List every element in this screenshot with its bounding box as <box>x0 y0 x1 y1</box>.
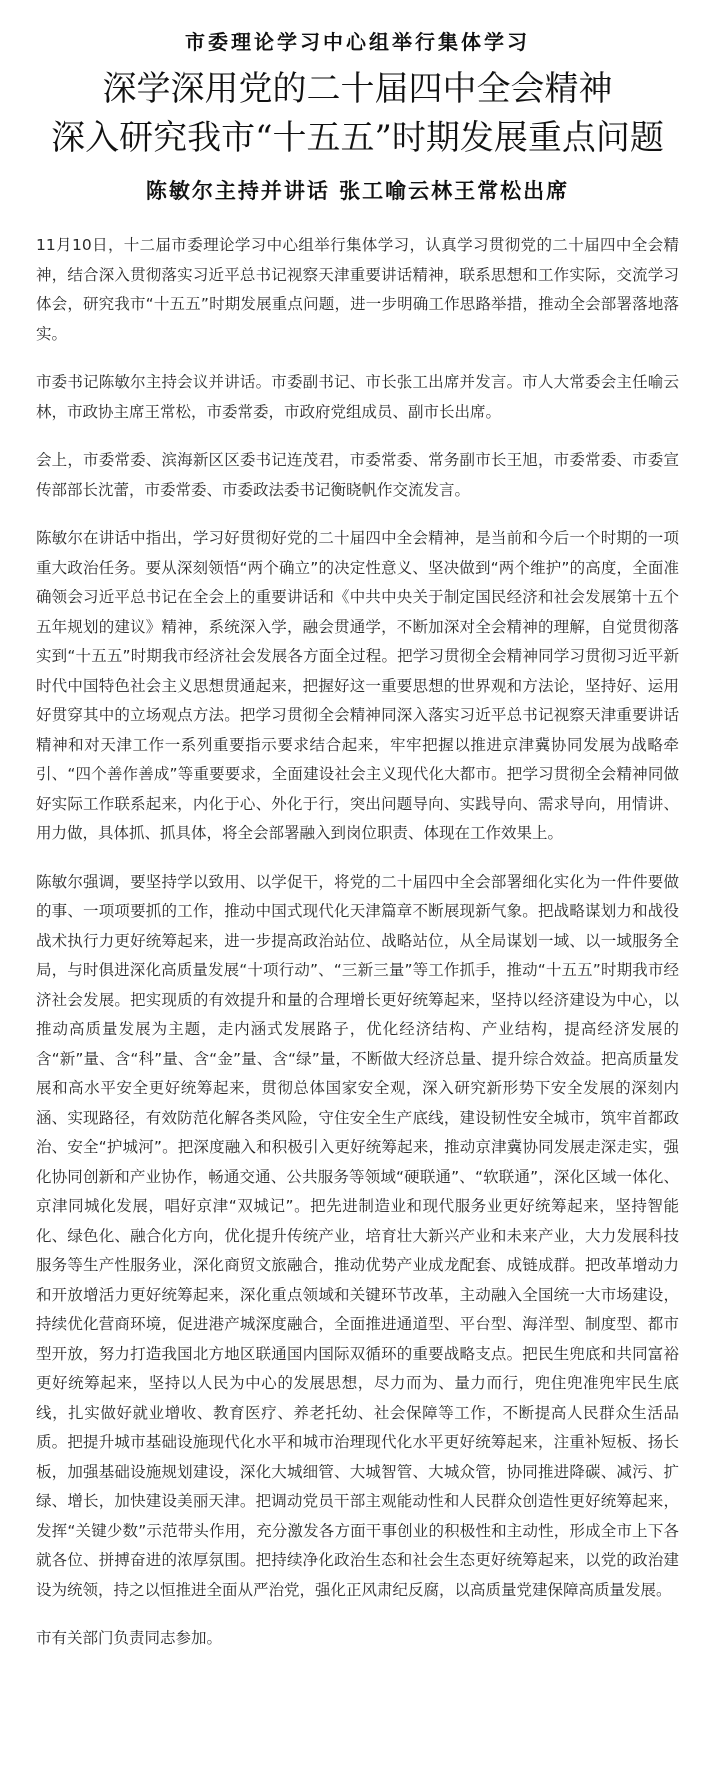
paragraph-1: 11月10日，十二届市委理论学习中心组举行集体学习，认真学习贯彻党的二十届四中全会精神，结合深入贯彻落实习近平总书记视察天津重要讲话精神，联系思想和工作实际，交流学习体会，研究我市“十五五”时期发展重点问题，进一步明确工作思路举措，推动全会部署落地落实。 <box>36 236 679 343</box>
article-kicker: 市委理论学习中心组举行集体学习 <box>185 30 530 54</box>
article-headline <box>36 65 679 163</box>
paragraph-4: 陈敏尔在讲话中指出，学习好贯彻好党的二十届四中全会精神，是当前和今后一个时期的一项重大政治任务。要从深刻领悟“两个确立”的决定性意义、坚决做到“两个维护”的高度，全面准确领会习近平总书记在全会上的重要讲话和《中共中央关于制定国民经济和社会发展第十五个五年规划的建议》精神，系统深入学，融会贯通学，不断加深对全会精神的理解，自觉贯彻落实到“十五五”时期我市经济社会发展各方面全过程。把学习贯彻全会精神同学习贯彻习近平新时代中国特色社会主义思想贯通起来，把握好这一重要思想的世界观和方法论，坚持好、运用好贯穿其中的立场观点方法。把学习贯彻全会精神同深入落实习近平总书记视察天津重要讲话精神和对天津工作一系列重要指示要求结合起来，牢牢把握以推进京津冀协同发展为战略牵引、“四个善作善成”等重要要求，全面建设社会主义现代化大都市。把学习贯彻全会精神同做好实际工作联系起来，内化于心、外化于行，突出问题导向、实践导向、需求导向，用情讲、用力做，具体抓、抓具体，将全会部署融入到岗位职责、体现在工作效果上。 <box>36 529 679 842</box>
paragraph-3: 会上，市委常委、滨海新区区委书记连茂君，市委常委、常务副市长王旭，市委常委、市委宣传部部长沈蕾，市委常委、市委政法委书记衡晓帆作交流发言。 <box>36 451 679 499</box>
paragraph-5: 陈敏尔强调，要坚持学以致用、以学促干，将党的二十届四中全会部署细化实化为一件件要做的事、一项项要抓的工作，推动中国式现代化天津篇章不断展现新气象。把战略谋划力和战役战术执行力更好统筹起来，进一步提高政治站位、战略站位，从全局谋划一域、以一域服务全局，与时俱进深化高质量发展“十项行动”、“三新三量”等工作抓手，推动“十五五”时期我市经济社会发展。把实现质的有效提升和量的合理增长更好统筹起来，坚持以经济建设为中心，以推动高质量发展为主题，走内涵式发展路子，优化经济结构、产业结构，提高经济发展的含“新”量、含“科”量、含“金”量、含“绿”量，不断做大经济总量、提升综合效益。把高质量发展和高水平安全更好统筹起来，贯彻总体国家安全观，深入研究新形势下安全发展的深刻内涵、实现路径，有效防范化解各类风险，守住安全生产底线，建设韧性安全城市，筑牢首都政治、安全“护城河”。把深度融入和积极引入更好统筹起来，推动京津冀协同发展走深走实，强化协同创新和产业协作，畅通交通、公共服务等领域“硬联通”、“软联通”，深化区域一体化、京津同城化发展，唱好京津“双城记”。把先进制造业和现代服务业更好统筹起来，坚持智能化、绿色化、融合化方向，优化提升传统产业，培育壮大新兴产业和未来产业，大力发展科技服务等生产性服务业，深化商贸文旅融合，推动优势产业成龙配套、成链成群。把改革增动力和开放增活力更好统筹起来，深化重点领域和关键环节改革，主动融入全国统一大市场建设，持续优化营商环境，促进港产城深度融合，全面推进通道型、平台型、海洋型、制度型、都市型开放，努力打造我国北方地区联通国内国际双循环的重要战略支点。把民生兜底和共同富裕更好统筹起来，坚持以人民为中心的发展思想，尽力而为、量力而行，兜住兜准兜牢民生底线，扎实做好就业增收、教育医疗、养老托幼、社会保障等工作，不断提高人民群众生活品质。把提升城市基础设施现代化水平和城市治理现代化水平更好统筹起来，注重补短板、扬长板，加强基础设施规划建设，深化大城细管、大城智管、大城众管，协同推进降碳、减污、扩绿、增长，加快建设美丽天津。把调动党员干部主观能动性和人民群众创造性更好统筹起来，发挥“关键少数”示范带头作用，充分激发各方面干事创业的积极性和主动性，形成全市上下各就各位、拼搏奋进的浓厚氛围。把持续净化政治生态和社会生态更好统筹起来，以党的政治建设为统领，持之以恒推进全面从严治党，强化正风肃纪反腐，以高质量党建保障高质量发展。 <box>36 872 679 1599</box>
paragraph-2: 市委书记陈敏尔主持会议并讲话。市委副书记、市长张工出席并发言。市人大常委会主任喻云林，市政协主席王常松，市委常委，市政府党组成员、副市长出席。 <box>36 373 679 421</box>
article-subhead: 陈敏尔主持并讲话 张工喻云林王常松出席 <box>145 178 570 203</box>
headline-line-2: 深入研究我市“十五五”时期发展重点问题 <box>51 118 664 158</box>
headline-line-1: 深学深用党的二十届四中全会精神 <box>102 69 613 109</box>
article-body <box>36 231 679 1654</box>
paragraph-6: 市有关部门负责同志参加。 <box>36 1629 223 1647</box>
